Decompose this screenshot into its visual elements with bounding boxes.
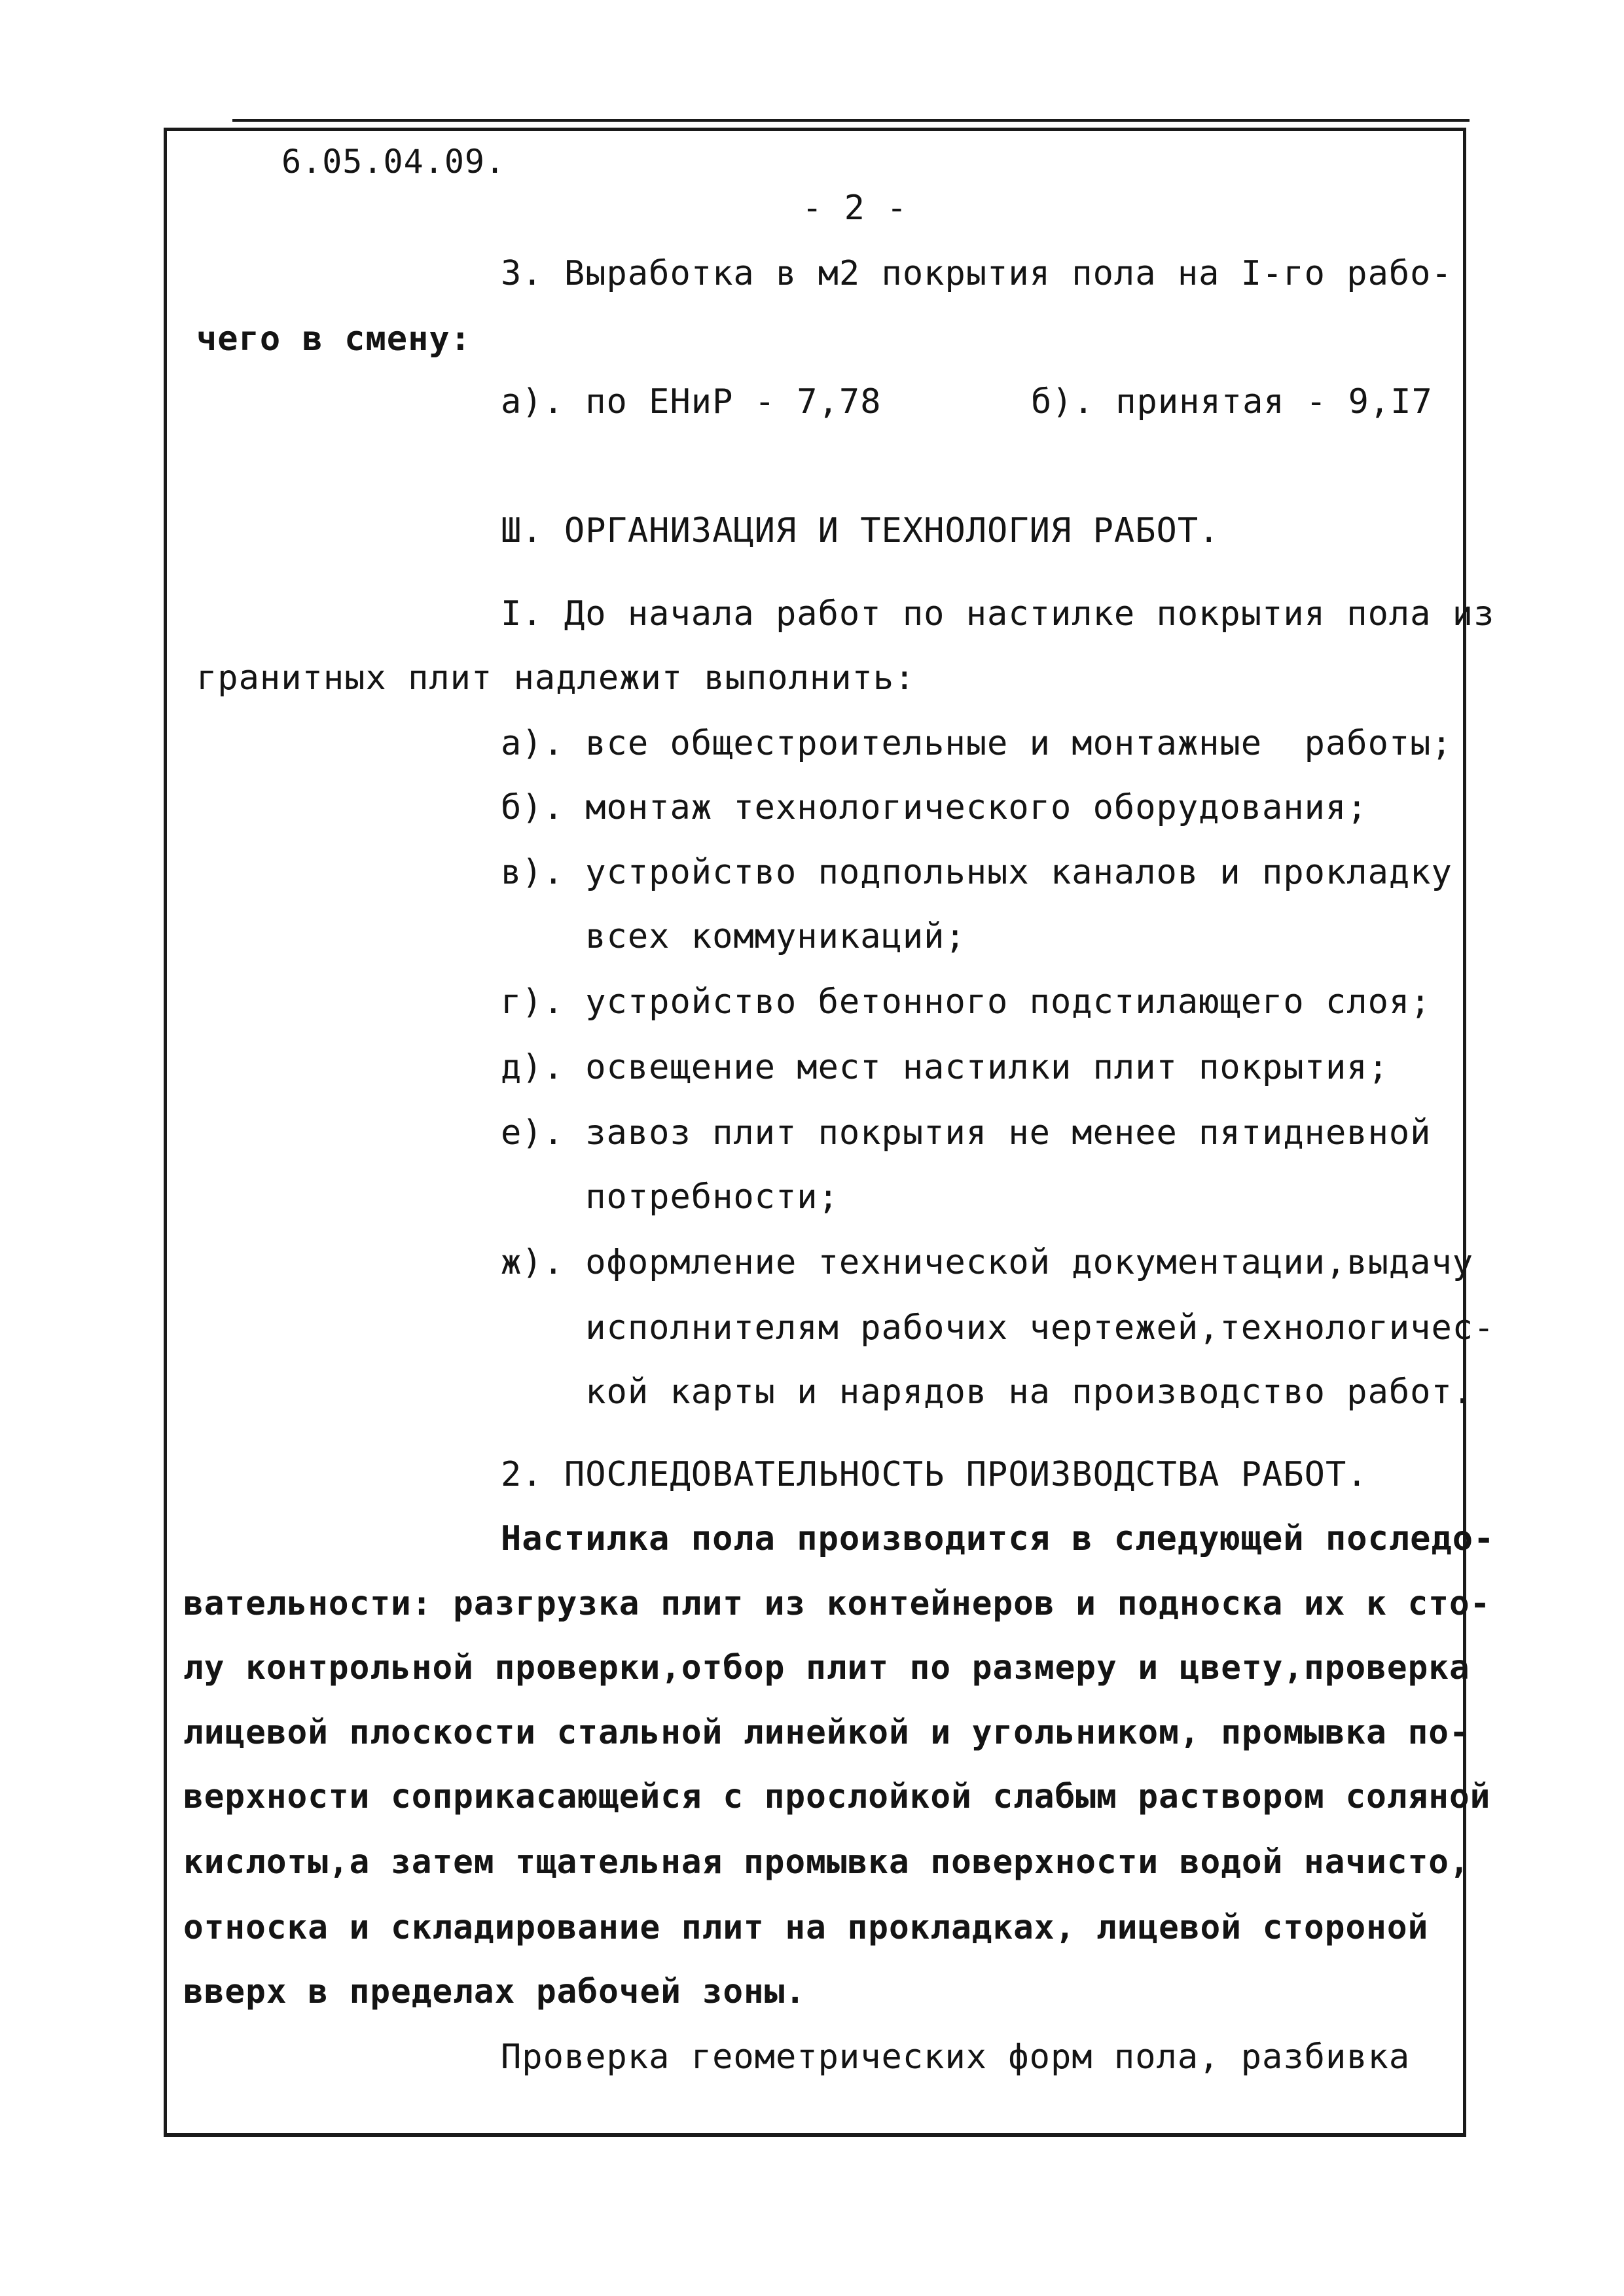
list-item: кой карты и нарядов на производство работ. <box>501 1372 1474 1412</box>
output-option-a: а). по ЕНиР - 7,78 <box>501 382 882 422</box>
sequence-line-2: вательности: разгрузка плит из контейнеров и подноска их к сто- <box>183 1585 1491 1623</box>
org-paragraph-line-1: I. До начала работ по настилке покрытия пола из <box>501 594 1495 634</box>
sequence-line-3: лу контрольной проверки,отбор плит по размеру и цвету,проверка <box>183 1649 1470 1687</box>
list-item: г). устройство бетонного подстилающего слоя; <box>501 982 1432 1022</box>
sequence-last-line: Проверка геометрических форм пола, разбивка <box>501 2037 1411 2077</box>
list-item: исполнителям рабочих чертежей,технологичес- <box>501 1308 1495 1348</box>
section-heading-organization: Ш. ОРГАНИЗАЦИЯ И ТЕХНОЛОГИЯ РАБОТ. <box>501 511 1220 550</box>
list-item: всех коммуникаций; <box>501 917 966 956</box>
output-line-2: чего в смену: <box>196 319 471 359</box>
sequence-line-6: кислоты,а затем тщательная промывка поверхности водой начисто, <box>183 1843 1470 1882</box>
section-heading-sequence: 2. ПОСЛЕДОВАТЕЛЬНОСТЬ ПРОИЗВОДСТВА РАБОТ. <box>501 1455 1368 1494</box>
sequence-line-4: лицевой плоскости стальной линейкой и угольником, промывка по- <box>183 1713 1470 1752</box>
list-item: потребности; <box>501 1177 839 1217</box>
list-item: ж). оформление технической документации,выдачу <box>501 1243 1474 1282</box>
page-number: - 2 - <box>802 188 908 228</box>
output-line-1: 3. Выработка в м2 покрытия пола на I-го рабо- <box>501 254 1453 293</box>
sequence-line-8: вверх в пределах рабочей зоны. <box>183 1973 806 2011</box>
list-item: д). освещение мест настилки плит покрытия; <box>501 1048 1389 1087</box>
top-rule <box>232 119 1470 122</box>
sequence-line-5: верхности соприкасающейся с прослойкой слабым раствором соляной <box>183 1778 1491 1816</box>
document-code: 6.05.04.09. <box>281 143 506 181</box>
sequence-line-7: относка и складирование плит на прокладках, лицевой стороной <box>183 1909 1429 1947</box>
sequence-line-1: Настилка пола производится в следующей последо- <box>501 1519 1495 1558</box>
list-item: в). устройство подпольных каналов и прокладку <box>501 853 1453 892</box>
list-item: е). завоз плит покрытия не менее пятидневной <box>501 1113 1432 1153</box>
list-item: а). все общестроительные и монтажные работы; <box>501 724 1453 763</box>
output-option-b: б). принятая - 9,I7 <box>1031 382 1433 422</box>
org-paragraph-line-2: гранитных плит надлежит выполнить: <box>196 658 916 698</box>
list-item: б). монтаж технологического оборудования; <box>501 788 1368 827</box>
